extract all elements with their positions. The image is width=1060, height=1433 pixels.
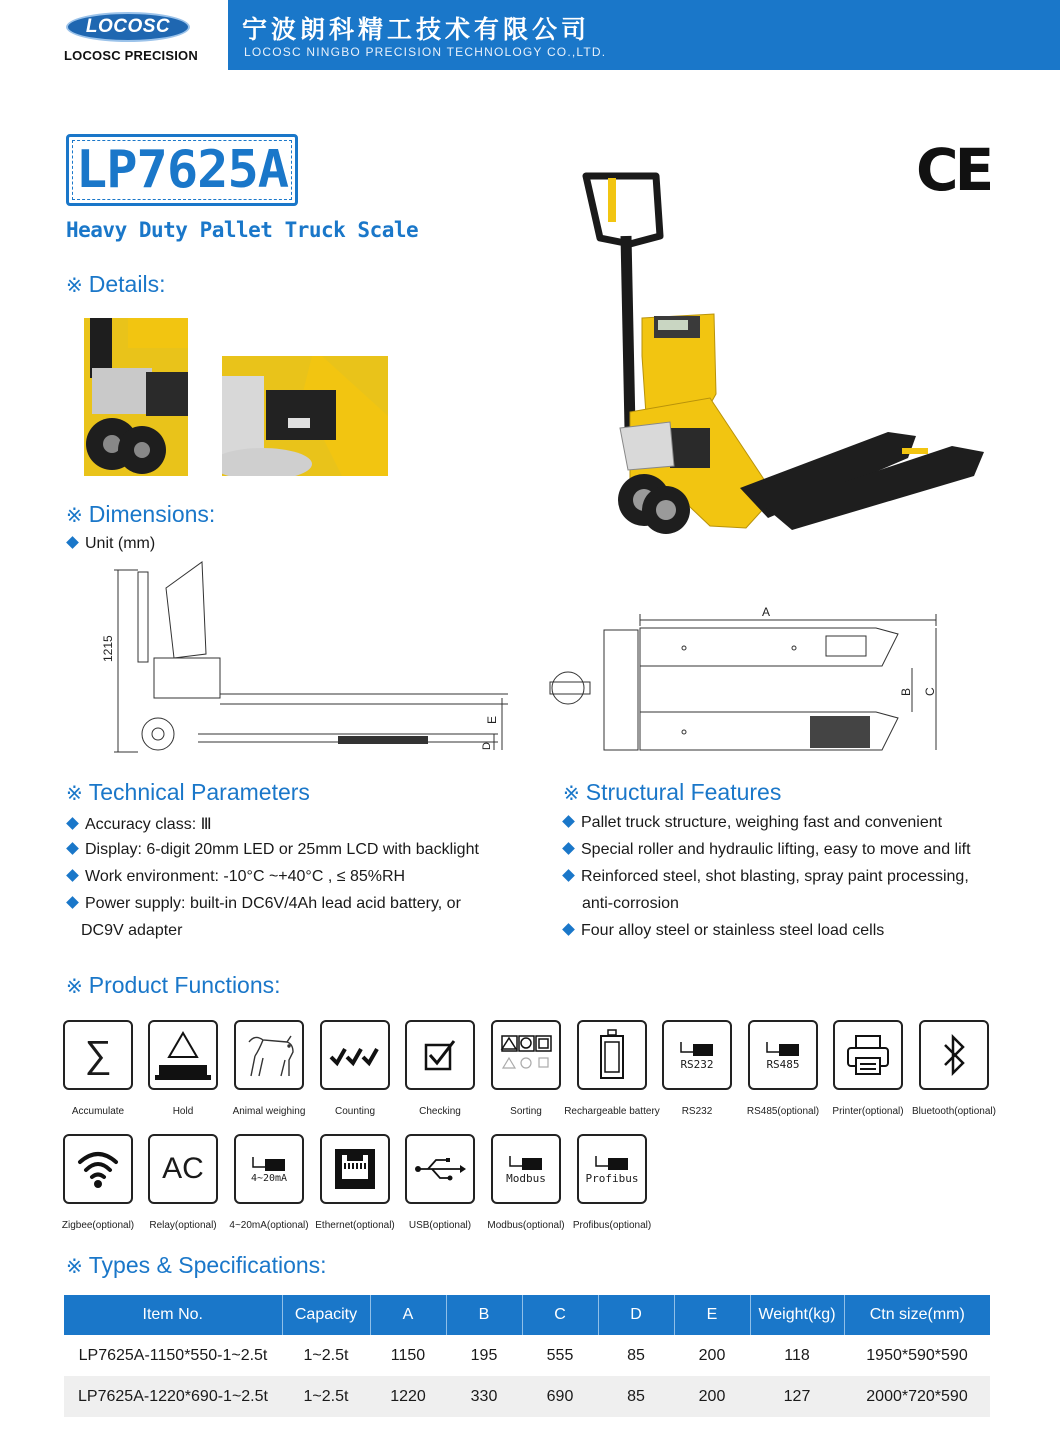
bullet-diamond-icon (562, 842, 575, 855)
table-cell: 330 (446, 1376, 522, 1417)
tech-param-4 (68, 895, 461, 913)
table-cell: 1~2.5t (303, 1346, 349, 1364)
table-header-cell: E (674, 1295, 750, 1335)
tech-param-text: Display: 6-digit 20mm LED or 25mm LCD with backlight (85, 841, 479, 858)
section-mark: ※ (66, 505, 83, 527)
tech-param-text: Power supply: built-in DC6V/4Ah lead acid battery, or (85, 895, 461, 912)
pallet-truck-image (570, 166, 1000, 546)
feature-text: Four alloy steel or stainless steel load cells (581, 922, 885, 939)
ethernet-icon (320, 1134, 390, 1204)
table-cell: 85 (598, 1376, 674, 1417)
logo-subtitle: LOCOSC PRECISION (64, 48, 198, 63)
side-view-drawing (98, 558, 518, 760)
table-cell: LP7625A-1220*690-1~2.5t (64, 1376, 282, 1417)
spec-table (64, 1295, 990, 1417)
relay-icon (148, 1134, 218, 1204)
company-logo (60, 8, 210, 66)
tech-param-text: Accuracy class: Ⅲ (85, 816, 212, 833)
feature-3-cont: anti-corrosion (582, 895, 679, 912)
table-cell: 200 (674, 1376, 750, 1417)
top-view-drawing (546, 600, 946, 760)
function-label: 4~20mA(optional) (229, 1220, 309, 1231)
header-band (228, 0, 1060, 70)
section-title-text: Product Functions: (88, 972, 281, 998)
hold-icon (148, 1020, 218, 1090)
table-header-cell: A (370, 1295, 446, 1335)
rs485-glyph: RS485 (766, 1057, 800, 1071)
section-title-text: Dimensions: (88, 501, 216, 527)
table-header-cell: Capacity (282, 1295, 370, 1335)
tech-param-2 (68, 841, 479, 859)
table-row (64, 1376, 990, 1417)
dimension-b-label: B (899, 687, 913, 696)
product-subtitle: Heavy Duty Pallet Truck Scale (66, 218, 419, 242)
rs485-icon (748, 1020, 818, 1090)
usb-icon (405, 1134, 475, 1204)
function-label: Relay(optional) (149, 1220, 217, 1231)
function-label: USB(optional) (408, 1220, 472, 1231)
section-title-functions (66, 972, 281, 999)
function-label: Bluetooth(optional) (912, 1106, 996, 1117)
section-title-text: Types & Specifications: (88, 1252, 327, 1278)
battery-icon (577, 1020, 647, 1090)
tech-param-4-cont: DC9V adapter (81, 922, 183, 939)
tech-param-3 (68, 868, 405, 886)
unit-text: Unit (mm) (85, 535, 156, 552)
section-mark: ※ (66, 1256, 83, 1278)
function-label: RS485(optional) (746, 1106, 820, 1117)
table-cell: 1~2.5t (282, 1376, 370, 1417)
dimension-unit (68, 535, 155, 553)
table-header-cell: B (446, 1295, 522, 1335)
table-cell: 1950*590*590 (866, 1346, 968, 1364)
feature-3 (564, 868, 969, 886)
table-cell: 2000*720*590 (844, 1376, 990, 1417)
table-cell: 85 (627, 1346, 645, 1364)
table-header-cell: Item No. (64, 1295, 282, 1335)
section-mark: ※ (66, 783, 83, 805)
feature-text: Pallet truck structure, weighing fast and convenient (581, 814, 943, 831)
dimension-a-label: A (762, 605, 771, 619)
detail-photo-wheels (84, 318, 188, 476)
dog-icon (234, 1020, 304, 1090)
dimension-e-label: E (485, 715, 499, 724)
page-header (0, 0, 1060, 70)
table-header-cell: D (598, 1295, 674, 1335)
section-mark: ※ (66, 275, 83, 297)
table-cell: 555 (546, 1346, 574, 1364)
function-label: Counting (334, 1106, 376, 1117)
table-header-row (64, 1295, 990, 1335)
feature-4 (564, 922, 884, 940)
table-cell: 118 (784, 1346, 810, 1364)
rs232-glyph: RS232 (680, 1057, 714, 1071)
table-cell: 200 (698, 1346, 726, 1364)
sigma-glyph: ∑ (84, 1033, 112, 1076)
bullet-diamond-icon (562, 815, 575, 828)
model-number: LP7625A (75, 140, 289, 200)
tech-param-text: Work environment: -10°C ~+40°C , ≤ 85%RH (85, 868, 406, 885)
feature-text: Reinforced steel, shot blasting, spray paint processing, (581, 868, 969, 885)
modbus-icon (491, 1134, 561, 1204)
section-title-technical (66, 779, 310, 806)
table-cell: LP7625A-1150*550-1~2.5t (78, 1346, 268, 1364)
section-title-dimensions (66, 501, 215, 528)
table-header-cell: Ctn size(mm) (844, 1295, 990, 1335)
checkbox-icon (405, 1020, 475, 1090)
height-dimension-label: 1215 (101, 635, 115, 662)
ce-certification-mark: CE (916, 136, 991, 204)
function-label: Rechargeable battery (564, 1106, 660, 1117)
counting-icon (320, 1020, 390, 1090)
current-glyph: 4~20mA (250, 1172, 288, 1184)
table-cell: 690 (522, 1376, 598, 1417)
section-title-structural (563, 779, 781, 806)
sigma-icon (63, 1020, 133, 1090)
bullet-diamond-icon (562, 923, 575, 936)
function-label: Sorting (510, 1106, 542, 1117)
sorting-icon (491, 1020, 561, 1090)
bullet-diamond-icon (66, 536, 79, 549)
table-cell: 1150 (390, 1346, 426, 1364)
function-label: Ethernet(optional) (315, 1220, 395, 1231)
feature-1 (564, 814, 942, 832)
tech-param-1 (68, 814, 212, 834)
table-cell: 195 (470, 1346, 498, 1364)
section-title-details (66, 271, 165, 298)
dimension-d-label: D (481, 742, 493, 750)
function-label: Zigbee(optional) (61, 1220, 135, 1231)
table-cell: 127 (750, 1376, 844, 1417)
bullet-diamond-icon (562, 869, 575, 882)
table-row (64, 1335, 990, 1376)
function-label: Printer(optional) (832, 1106, 904, 1117)
table-header-cell: Weight(kg) (750, 1295, 844, 1335)
function-label: Profibus(optional) (572, 1220, 652, 1231)
detail-photo-loadcell (222, 356, 388, 476)
relay-glyph: AC (162, 1152, 204, 1185)
section-mark: ※ (563, 783, 580, 805)
function-label: Checking (419, 1106, 461, 1117)
modbus-glyph: Modbus (506, 1171, 546, 1185)
bullet-diamond-icon (66, 842, 79, 855)
printer-icon (833, 1020, 903, 1090)
rs232-icon (662, 1020, 732, 1090)
bullet-diamond-icon (66, 817, 79, 830)
feature-text: Special roller and hydraulic lifting, easy to move and lift (581, 841, 971, 858)
bullet-diamond-icon (66, 869, 79, 882)
function-label: Animal weighing (232, 1106, 306, 1117)
profibus-glyph: Profibus (585, 1171, 639, 1185)
bluetooth-icon (919, 1020, 989, 1090)
section-mark: ※ (66, 976, 83, 998)
bullet-diamond-icon (66, 896, 79, 909)
company-name-en: LOCOSC NINGBO PRECISION TECHNOLOGY CO.,LTD. (244, 45, 607, 59)
function-label: Hold (172, 1106, 194, 1117)
model-badge (66, 134, 298, 206)
function-label: Accumulate (71, 1106, 125, 1117)
section-title-text: Technical Parameters (88, 779, 310, 805)
profibus-icon (577, 1134, 647, 1204)
section-title-text: Details: (88, 271, 166, 297)
dimension-c-label: C (923, 687, 937, 696)
current-icon (234, 1134, 304, 1204)
section-title-types (66, 1252, 327, 1279)
feature-2 (564, 841, 971, 859)
table-cell: 1220 (370, 1376, 446, 1417)
section-title-text: Structural Features (585, 779, 782, 805)
function-label: RS232 (681, 1106, 713, 1117)
wifi-icon (63, 1134, 133, 1204)
function-label: Modbus(optional) (487, 1220, 565, 1231)
logo-mark: LOCOSC (66, 12, 190, 42)
company-name-cn: 宁波朗科精工技术有限公司 (242, 15, 591, 44)
table-header-cell: C (522, 1295, 598, 1335)
